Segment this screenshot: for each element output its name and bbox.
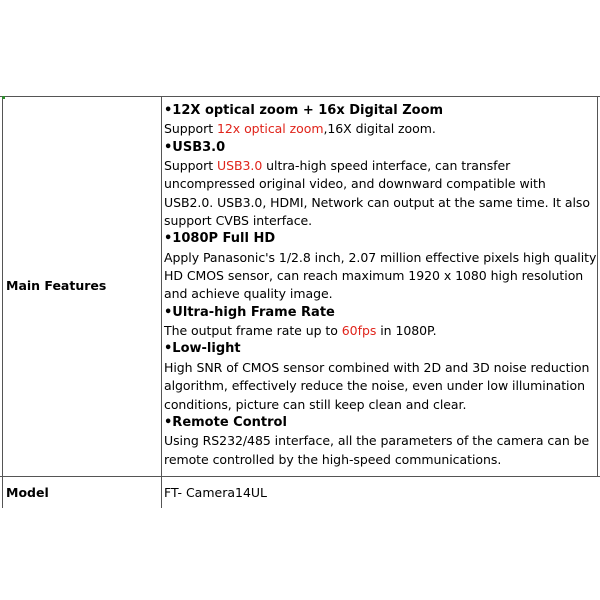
feature-heading: •Ultra-high Frame Rate [164,304,335,320]
highlighted-text: USB3.0 [217,158,263,174]
feature-description-line [164,157,596,175]
feature-description-line [164,267,596,285]
description-text: ,16X digital zoom. [323,121,436,137]
description-text: Support [164,121,217,137]
model-value: FT- Camera14UL [164,485,268,500]
description-text: USB2.0. USB3.0, HDMI, Network can output at the same time. It also [164,194,590,210]
feature-description-line [164,120,596,138]
description-text: uncompressed original video, and downward compatible with [164,176,546,192]
feature-description-line [164,212,596,230]
row-divider [0,476,600,477]
description-text: conditions, picture can still keep clean and clear. [164,396,467,412]
description-text: Support [164,158,217,174]
highlighted-text: 12x optical zoom [217,121,324,137]
description-text: Apply Panasonic's 1/2.8 inch, 2.07 million effective pixels high quality [164,249,597,265]
description-text: remote controlled by the high-speed communications. [164,451,502,467]
description-text: HD CMOS sensor, can reach maximum 1920 x 1080 high resolution [164,268,584,284]
cell-marker [2,96,5,99]
description-text: algorithm, effectively reduce the noise, even under low illumination [164,378,585,394]
feature-heading: •Low-light [164,341,241,357]
main-features-label: Main Features [6,278,107,293]
main-features-cell [164,102,596,469]
feature-heading: •Remote Control [164,414,287,430]
feature-heading: •USB3.0 [164,139,226,155]
feature-heading: •1080P Full HD [164,231,276,247]
feature-description-line [164,285,596,303]
table-top-border [0,96,600,97]
table-right-border [597,96,598,476]
column-divider [161,96,162,508]
description-text: ultra-high speed interface, can transfer [262,158,511,174]
feature-description-line [164,322,596,340]
feature-description-line [164,451,596,469]
feature-description-line [164,194,596,212]
feature-description-line [164,432,596,450]
feature-description-line [164,377,596,395]
description-text: in 1080P. [376,323,437,339]
feature-heading: •12X optical zoom + 16x Digital Zoom [164,103,444,118]
feature-description-line [164,396,596,414]
description-text: Using RS232/485 interface, all the parameters of the camera can be [164,433,590,449]
description-text: support CVBS interface. [164,213,313,229]
description-text: High SNR of CMOS sensor combined with 2D and 3D noise reduction [164,359,590,375]
description-text: and achieve quality image. [164,286,333,302]
description-text: The output frame rate up to [164,323,342,339]
highlighted-text: 60fps [341,323,377,339]
feature-description-line [164,359,596,377]
feature-description-line [164,249,596,267]
table-left-border [2,96,3,508]
model-label: Model [6,485,49,500]
feature-description-line [164,175,596,193]
